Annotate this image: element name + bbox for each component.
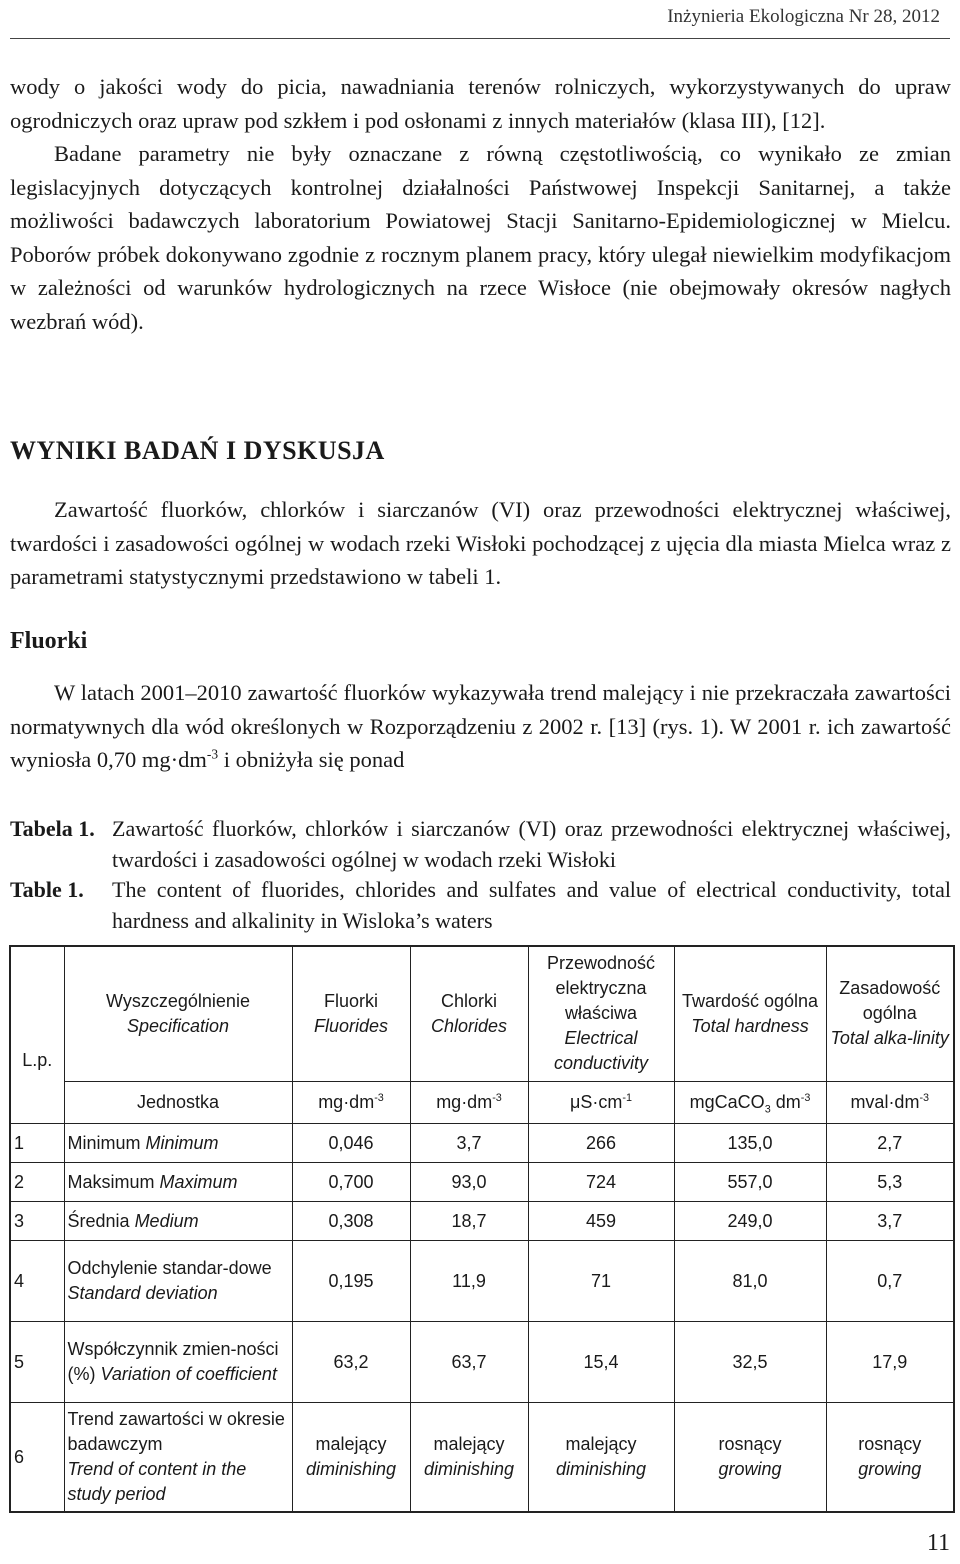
header-cond-pl: Przewodność elektryczna właściwa (546, 953, 656, 1024)
row-lp: 5 (10, 1322, 64, 1403)
row-label-pl: Trend zawartości w okresie badawczym (67, 1409, 285, 1454)
cell-trend-en: growing (718, 1459, 782, 1479)
row-lp: 4 (10, 1241, 64, 1322)
data-table-wrapper (9, 945, 953, 1513)
row-label-en: Maximum (159, 1171, 238, 1192)
unit-hard-rest: dm (770, 1091, 801, 1112)
header-alk-pl: Zasadowość ogólna (839, 978, 941, 1024)
header-hard-pl: Twardość ogólna (681, 990, 819, 1011)
row-label-pl: Maksimum (67, 1171, 155, 1192)
cell-fluorides: 0,046 (292, 1124, 410, 1163)
row-label (64, 1322, 292, 1403)
header-fluorides (292, 946, 410, 1081)
header-hard-en: Total hardness (691, 1015, 809, 1036)
row-lp: 1 (10, 1124, 64, 1163)
header-fluor-pl: Fluorki (323, 990, 378, 1011)
row-label-pl: Współczynnik zmien-ności (%) (67, 1339, 279, 1384)
cell-trend-pl: rosnący (718, 1434, 782, 1454)
row-lp: 2 (10, 1163, 64, 1202)
row-label-pl: Średnia (67, 1210, 130, 1231)
unit-alk-text: mval·dm (850, 1091, 920, 1112)
table-row (10, 1403, 954, 1513)
header-chlorides (410, 946, 528, 1081)
header-cond-en: Electrical conductivity (553, 1028, 649, 1074)
table-row (10, 1322, 954, 1403)
cell-chlorides: 3,7 (410, 1124, 528, 1163)
cell-alkalinity: 5,3 (826, 1163, 954, 1202)
row-label-en: Variation of coefficient (100, 1364, 277, 1384)
row-label (64, 1403, 292, 1513)
section-heading: WYNIKI BADAŃ I DYSKUSJA (10, 436, 385, 465)
caption-pl-text: Zawartość fluorków, chlorków i siarczanów (VI) oraz przewodności elektrycznej właściwej, twardości i zasadowości ogólnej w wodach rzeki Wisłoki (112, 816, 951, 872)
row-label-en: Minimum (145, 1132, 219, 1153)
header-chlor-pl: Chlorki (440, 990, 497, 1011)
cell-fluorides: 63,2 (292, 1322, 410, 1403)
cell-chlorides: 93,0 (410, 1163, 528, 1202)
cell-conductivity: 71 (528, 1241, 674, 1322)
unit-chlor-text: mg·dm (436, 1091, 493, 1112)
cell-hardness: 81,0 (674, 1241, 826, 1322)
intro-text: wody o jakości wody do picia, nawadniania terenów rolniczych, wykorzystywanych do upraw ogrodniczych oraz upraw pod szkłem i pod osłonami z innych materiałów (klasa III), [12]. (10, 74, 951, 133)
unit-hard-sub: 3 (764, 1103, 771, 1116)
cell-conductivity: 459 (528, 1202, 674, 1241)
cell-trend-pl: malejący (565, 1434, 637, 1454)
caption-pl (10, 814, 951, 875)
row-label-en: Medium (134, 1210, 199, 1231)
row-label-pl: Odchylenie standar-dowe (67, 1258, 272, 1278)
row-label (64, 1163, 292, 1202)
cell-alkalinity: 17,9 (826, 1322, 954, 1403)
table-caption (10, 814, 951, 936)
table-row (10, 1202, 954, 1241)
results-text: Zawartość fluorków, chlorków i siarczanów (VI) oraz przewodności elektrycznej właściwej, twardości i zasadowości ogólnej w wodach rzeki Wisłoki pochodzącej z ujęcia dla miasta Mielca wraz z parametrami statystycznymi przedstawiono w tabeli 1. (10, 497, 951, 589)
caption-en-text: The content of fluorides, chlorides and sulfates and value of electrical conductivity, total hardness and alkalinity in Wisloka’s waters (112, 877, 951, 933)
caption-pl-label: Tabela 1. (10, 816, 95, 841)
cell-alkalinity: 2,7 (826, 1124, 954, 1163)
cell-hardness: 557,0 (674, 1163, 826, 1202)
cell-hardness: 32,5 (674, 1322, 826, 1403)
cell-alkalinity (826, 1403, 954, 1513)
cell-hardness: 249,0 (674, 1202, 826, 1241)
cell-hardness (674, 1403, 826, 1513)
fluorki-text (10, 676, 951, 777)
header-fluor-en: Fluorides (313, 1015, 389, 1036)
unit-fluor-text: mg·dm (318, 1091, 375, 1112)
cell-chlorides: 18,7 (410, 1202, 528, 1241)
header-spec-pl: Wyszczególnienie (106, 990, 250, 1011)
unit-chlor-exp: -3 (492, 1091, 502, 1104)
running-header: Inżynieria Ekologiczna Nr 28, 2012 (667, 6, 940, 27)
cell-alkalinity: 3,7 (826, 1202, 954, 1241)
intro-paragraph (10, 70, 951, 338)
cell-trend-en: diminishing (555, 1459, 647, 1479)
unit-conductivity (528, 1081, 674, 1123)
unit-hard-text: mgCaCO (689, 1091, 765, 1112)
cell-fluorides: 0,308 (292, 1202, 410, 1241)
row-label (64, 1124, 292, 1163)
caption-en-label: Table 1. (10, 877, 84, 902)
cell-trend-en: diminishing (423, 1459, 515, 1479)
cell-chlorides: 63,7 (410, 1322, 528, 1403)
results-paragraph (10, 493, 951, 594)
table-row (10, 1163, 954, 1202)
data-table (9, 945, 955, 1513)
row-lp: 3 (10, 1202, 64, 1241)
fluorki-heading: Fluorki (10, 628, 88, 654)
header-specification (64, 946, 292, 1081)
fluorki-text-main: W latach 2001–2010 zawartość fluorków wykazywała trend malejący i nie przekraczała zawartości normatywnych dla wód określonych w Rozporządzeniu z 2002 r. [13] (rys. 1). W 2001 r. ich zawartość wyniosła 0,70 mg·dm (10, 680, 951, 772)
cell-hardness: 135,0 (674, 1124, 826, 1163)
cell-trend-en: growing (858, 1459, 922, 1479)
unit-cond-text: μS·cm (570, 1091, 623, 1112)
cell-conductivity (528, 1403, 674, 1513)
header-hardness (674, 946, 826, 1081)
cell-fluorides: 0,195 (292, 1241, 410, 1322)
table-header-row (10, 946, 954, 1081)
unit-alk-exp: -3 (919, 1091, 930, 1104)
cell-conductivity: 15,4 (528, 1322, 674, 1403)
header-alk-en: Total alka-linity (830, 1028, 949, 1049)
method-text: Badane parametry nie były oznaczane z równą częstotliwością, co wynikało ze zmian legislacyjnych dotyczących kontrolnej działalności Państwowej Inspekcji Sanitarnej, a także możliwości badawczych laboratorium Powiatowej Stacji Sanitarno-Epidemiologicznej w Mielcu. Poborów próbek dokonywano zgodnie z rocznym planem pracy, który ulegał niewielkim modyfikacjom w zależności od warunków hydrologicznych na rzece Wisłoce (nie obejmowały okresów nagłych wezbrań wód). (10, 141, 951, 334)
row-label (64, 1202, 292, 1241)
fluorki-text-tail: i obniżyła się ponad (218, 747, 405, 772)
cell-fluorides: 0,700 (292, 1163, 410, 1202)
unit-chlorides (410, 1081, 528, 1123)
cell-chlorides: 11,9 (410, 1241, 528, 1322)
unit-hardness (674, 1081, 826, 1123)
unit-fluor-exp: -3 (374, 1091, 384, 1104)
header-rule (10, 38, 950, 39)
table-row (10, 1124, 954, 1163)
cell-trend-pl: malejący (315, 1434, 387, 1454)
header-conductivity (528, 946, 674, 1081)
unit-fluorides (292, 1081, 410, 1123)
header-lp: L.p. (10, 946, 64, 1124)
cell-chlorides (410, 1403, 528, 1513)
cell-conductivity: 724 (528, 1163, 674, 1202)
row-label-pl: Minimum (67, 1132, 141, 1153)
units-label: Jednostka (64, 1081, 292, 1123)
unit-alkalinity (826, 1081, 954, 1123)
header-spec-en: Specification (126, 1015, 230, 1036)
cell-trend-en: diminishing (305, 1459, 397, 1479)
caption-en (10, 875, 951, 936)
row-label-en: Standard deviation (67, 1283, 218, 1303)
cell-alkalinity: 0,7 (826, 1241, 954, 1322)
page-number: 11 (926, 1530, 950, 1556)
cell-trend-pl: rosnący (858, 1434, 922, 1454)
table-row (10, 1241, 954, 1322)
fluorki-exponent: -3 (206, 746, 219, 762)
unit-cond-exp: -1 (622, 1091, 632, 1104)
unit-hard-exp: -3 (800, 1091, 811, 1104)
row-label-en: Trend of content in the study period (67, 1459, 247, 1504)
cell-trend-pl: malejący (433, 1434, 505, 1454)
cell-fluorides (292, 1403, 410, 1513)
cell-conductivity: 266 (528, 1124, 674, 1163)
row-lp: 6 (10, 1403, 64, 1513)
header-chlor-en: Chlorides (430, 1015, 508, 1036)
header-alkalinity (826, 946, 954, 1081)
units-row (10, 1081, 954, 1123)
fluorki-paragraph (10, 676, 951, 777)
row-label (64, 1241, 292, 1322)
